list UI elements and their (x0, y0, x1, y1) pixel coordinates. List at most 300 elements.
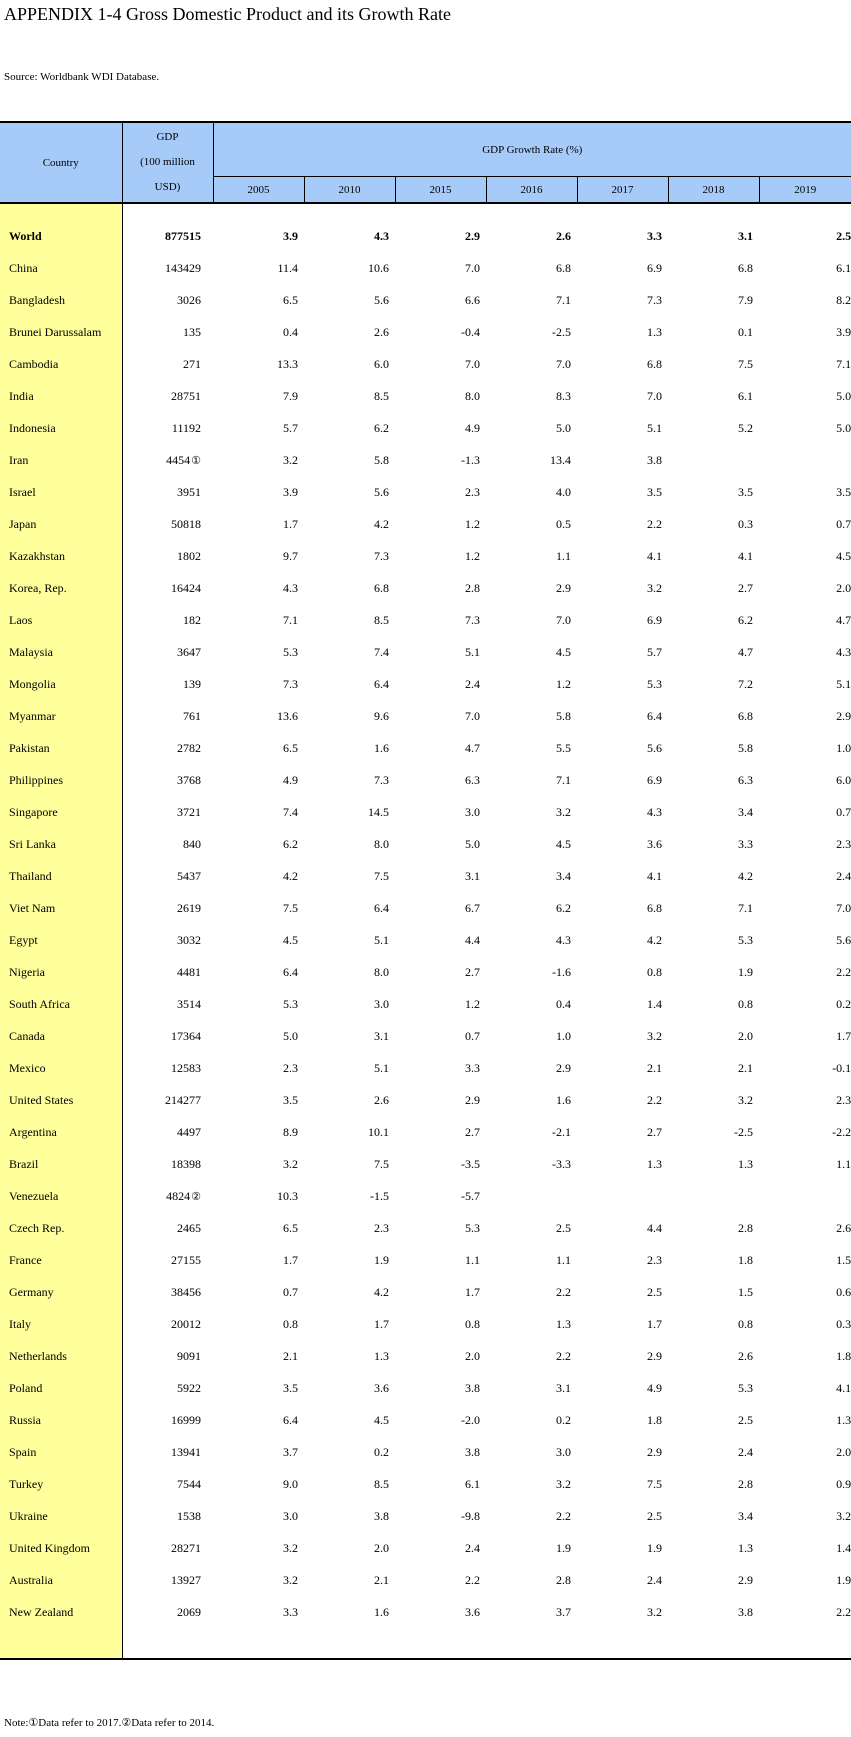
growth-rate-cell-2018: 2.4 (738, 1444, 753, 1459)
growth-rate-cell-2010: 6.4 (374, 676, 389, 691)
gdp-cell (122, 636, 213, 668)
growth-rate-cell-2016: 5.8 (556, 708, 571, 723)
growth-rate-cell-2018: 1.3 (738, 1540, 753, 1555)
growth-rate-cell-2016: 7.1 (556, 292, 571, 307)
growth-rate-cell-2019: 2.2 (836, 1604, 851, 1619)
growth-rate-cell-2010: 2.0 (374, 1540, 389, 1555)
growth-rate-cell-2015: 3.8 (465, 1380, 480, 1395)
growth-rate-cell-2016: 3.4 (556, 868, 571, 883)
growth-rate-cell-2017: 6.9 (647, 612, 662, 627)
growth-rate-cell-2018: 6.8 (738, 708, 753, 723)
growth-rate-cell-2015: 2.7 (465, 1124, 480, 1139)
growth-rate-cell-2018: 6.8 (738, 260, 753, 275)
growth-rate-cell-2010: 5.1 (374, 932, 389, 947)
gdp-cell (122, 1340, 213, 1372)
table-row (0, 796, 851, 828)
growth-rate-cell-2019: 5.0 (836, 388, 851, 403)
growth-rate-cell-2017: 2.2 (647, 1092, 662, 1107)
year-header-2010: 2010 (304, 177, 395, 204)
growth-rate-cell-2017: 3.8 (647, 452, 662, 467)
growth-rate-cell-2017: 4.2 (647, 932, 662, 947)
growth-rate-cell-2016: 0.5 (556, 516, 571, 531)
country-cell: Cambodia (0, 348, 122, 380)
growth-rate-cell-2018: -2.5 (734, 1124, 753, 1139)
country-cell: Bangladesh (0, 284, 122, 316)
growth-rate-cell-2016: -2.1 (552, 1124, 571, 1139)
growth-rate-cell-2010: 3.0 (374, 996, 389, 1011)
gdp-cell (122, 604, 213, 636)
growth-rate-cell-2015: 2.3 (465, 484, 480, 499)
growth-rate-cell-2016: 1.1 (556, 548, 571, 563)
growth-rate-cell-2018: 1.5 (738, 1284, 753, 1299)
growth-rate-cell-2005: 0.8 (283, 1316, 298, 1331)
table-row (0, 1468, 851, 1500)
gdp-cell (122, 1020, 213, 1052)
growth-rate-cell-2016: 4.5 (556, 644, 571, 659)
gdp-value: 3721 (177, 804, 201, 819)
country-cell: Philippines (0, 764, 122, 796)
growth-rate-header: GDP Growth Rate (%) (213, 122, 851, 177)
table-body (0, 203, 851, 1659)
growth-rate-cell-2015: 6.3 (465, 772, 480, 787)
growth-rate-cell-2005: 3.5 (283, 1380, 298, 1395)
growth-rate-cell-2018 (668, 1180, 759, 1212)
table-row (0, 1212, 851, 1244)
growth-rate-cell-2015: 1.7 (465, 1284, 480, 1299)
growth-rate-cell-2015: 3.1 (465, 868, 480, 883)
growth-rate-cell-2019: 2.0 (836, 1444, 851, 1459)
growth-rate-cell-2019: 2.3 (836, 836, 851, 851)
growth-rate-cell-2016: 1.1 (556, 1252, 571, 1267)
growth-rate-cell-2005: 3.2 (283, 452, 298, 467)
growth-rate-cell-2010: 1.6 (374, 740, 389, 755)
growth-rate-cell-2015: 1.2 (465, 548, 480, 563)
country-cell: Egypt (0, 924, 122, 956)
growth-rate-cell-2019: 1.4 (836, 1540, 851, 1555)
gdp-cell (122, 1180, 213, 1212)
growth-rate-cell-2016: 2.8 (556, 1572, 571, 1587)
growth-rate-cell-2005: 3.0 (283, 1508, 298, 1523)
growth-rate-cell-2010: 6.8 (374, 580, 389, 595)
growth-rate-cell-2016: 0.2 (556, 1412, 571, 1427)
growth-rate-cell-2015: 5.3 (465, 1220, 480, 1235)
growth-rate-cell-2019: 2.3 (836, 1092, 851, 1107)
year-header-2015: 2015 (395, 177, 486, 204)
gdp-value: 20012 (171, 1316, 201, 1331)
growth-rate-cell-2019: 5.0 (836, 420, 851, 435)
growth-rate-cell-2017: 3.2 (647, 1604, 662, 1619)
country-cell: Indonesia (0, 412, 122, 444)
growth-rate-cell-2005: 7.1 (283, 612, 298, 627)
growth-rate-cell-2018: 0.1 (738, 324, 753, 339)
gdp-cell (122, 1436, 213, 1468)
growth-rate-cell-2017: 0.8 (647, 964, 662, 979)
growth-rate-cell-2019 (759, 444, 851, 476)
table-row (0, 1116, 851, 1148)
gdp-cell (122, 732, 213, 764)
growth-rate-cell-2019: 1.1 (836, 1156, 851, 1171)
table-row (0, 1500, 851, 1532)
table-row (0, 540, 851, 572)
growth-rate-cell-2018: 7.5 (738, 356, 753, 371)
country-cell: Iran (0, 444, 122, 476)
gdp-cell (122, 828, 213, 860)
gdp-value: 28751 (171, 388, 201, 403)
growth-rate-cell-2005: 3.9 (283, 228, 298, 243)
growth-rate-cell-2019: 5.1 (836, 676, 851, 691)
growth-rate-cell-2005: 11.4 (277, 260, 298, 275)
gdp-value: 7544 (177, 1476, 201, 1491)
growth-rate-cell-2019: 1.9 (836, 1572, 851, 1587)
gdp-cell (122, 1148, 213, 1180)
table-row (0, 1340, 851, 1372)
growth-rate-cell-2017: 7.0 (647, 388, 662, 403)
growth-rate-cell-2019: 0.3 (836, 1316, 851, 1331)
growth-rate-cell-2018: 1.9 (738, 964, 753, 979)
growth-rate-cell-2019: 4.7 (836, 612, 851, 627)
table-row (0, 892, 851, 924)
growth-rate-cell-2019: 7.0 (836, 900, 851, 915)
country-cell: Mongolia (0, 668, 122, 700)
gdp-value: 4481 (177, 964, 201, 979)
growth-rate-cell-2010: 3.1 (374, 1028, 389, 1043)
growth-rate-cell-2010: 10.1 (368, 1124, 389, 1139)
gdp-cell (122, 1532, 213, 1564)
growth-rate-cell-2015: -2.0 (461, 1412, 480, 1427)
table-row (0, 444, 851, 476)
growth-rate-cell-2010: 7.3 (374, 548, 389, 563)
growth-rate-cell-2019: 2.0 (836, 580, 851, 595)
gdp-value: 12583 (171, 1060, 201, 1075)
growth-rate-cell-2005: 3.5 (283, 1092, 298, 1107)
growth-rate-cell-2005: 13.3 (277, 356, 298, 371)
country-cell: Italy (0, 1308, 122, 1340)
gdp-cell (122, 988, 213, 1020)
growth-rate-cell-2019: 1.5 (836, 1252, 851, 1267)
growth-rate-cell-2017: 6.8 (647, 356, 662, 371)
table-row (0, 988, 851, 1020)
growth-rate-cell-2015: 6.1 (465, 1476, 480, 1491)
growth-rate-cell-2005: 10.3 (277, 1188, 298, 1203)
growth-rate-cell-2019: 6.1 (836, 260, 851, 275)
growth-rate-cell-2019: 3.9 (836, 324, 851, 339)
table-row (0, 1564, 851, 1596)
gdp-cell (122, 700, 213, 732)
growth-rate-cell-2018: 3.8 (738, 1604, 753, 1619)
table-row (0, 1052, 851, 1084)
growth-rate-cell-2010: 6.2 (374, 420, 389, 435)
growth-rate-cell-2005: 6.5 (283, 1220, 298, 1235)
gdp-cell (122, 892, 213, 924)
growth-rate-cell-2016: -3.3 (552, 1156, 571, 1171)
growth-rate-cell-2015: 4.9 (465, 420, 480, 435)
growth-rate-cell-2016: 3.1 (556, 1380, 571, 1395)
gdp-cell (122, 412, 213, 444)
growth-rate-cell-2010: 0.2 (374, 1444, 389, 1459)
growth-rate-cell-2015: 4.4 (465, 932, 480, 947)
gdp-cell (122, 476, 213, 508)
growth-rate-cell-2016: 1.2 (556, 676, 571, 691)
growth-rate-cell-2016: 6.2 (556, 900, 571, 915)
growth-rate-cell-2017: 2.9 (647, 1348, 662, 1363)
footnote: Note:①Data refer to 2017.②Data refer to 2014. (4, 1717, 215, 1729)
gdp-cell (122, 540, 213, 572)
table-row (0, 700, 851, 732)
growth-rate-cell-2018: 1.3 (738, 1156, 753, 1171)
gdp-header-line-3: USD) (154, 181, 181, 193)
table-row (0, 1372, 851, 1404)
growth-rate-cell-2017: 7.5 (647, 1476, 662, 1491)
country-cell: New Zealand (0, 1596, 122, 1628)
growth-rate-cell-2015: 5.1 (465, 644, 480, 659)
gdp-cell (122, 1276, 213, 1308)
country-cell: Brunei Darussalam (0, 316, 122, 348)
growth-rate-cell-2018: 2.8 (738, 1220, 753, 1235)
growth-rate-cell-2010: 6.0 (374, 356, 389, 371)
growth-rate-cell-2005: 3.2 (283, 1156, 298, 1171)
gdp-cell (122, 668, 213, 700)
gdp-value: 3647 (177, 644, 201, 659)
growth-rate-cell-2016: -1.6 (552, 964, 571, 979)
growth-rate-cell-2017: 2.5 (647, 1284, 662, 1299)
table-row (0, 668, 851, 700)
growth-rate-cell-2010: 8.0 (374, 964, 389, 979)
growth-rate-cell-2015: 2.7 (465, 964, 480, 979)
growth-rate-cell-2005: 6.4 (283, 1412, 298, 1427)
gdp-value: 13927 (171, 1572, 201, 1587)
growth-rate-cell-2018: 0.8 (738, 996, 753, 1011)
growth-rate-cell-2015: 7.0 (465, 708, 480, 723)
gdp-cell (122, 1212, 213, 1244)
growth-rate-cell-2018: 4.1 (738, 548, 753, 563)
growth-rate-cell-2015: 0.7 (465, 1028, 480, 1043)
growth-rate-cell-2010: 1.9 (374, 1252, 389, 1267)
growth-rate-cell-2016: 0.4 (556, 996, 571, 1011)
growth-rate-cell-2017: 3.2 (647, 1028, 662, 1043)
gdp-cell (122, 316, 213, 348)
gdp-value: 143429 (165, 260, 201, 275)
growth-rate-cell-2005: 4.5 (283, 932, 298, 947)
gdp-cell (122, 284, 213, 316)
country-cell: United Kingdom (0, 1532, 122, 1564)
table-row (0, 860, 851, 892)
year-header-2018: 2018 (668, 177, 759, 204)
growth-rate-cell-2010: 4.2 (374, 1284, 389, 1299)
growth-rate-cell-2019: 0.6 (836, 1284, 851, 1299)
gdp-value: 17364 (171, 1028, 201, 1043)
growth-rate-cell-2015: -5.7 (461, 1188, 480, 1203)
growth-rate-cell-2016: 5.5 (556, 740, 571, 755)
growth-rate-cell-2016: 3.7 (556, 1604, 571, 1619)
growth-rate-cell-2015: 6.7 (465, 900, 480, 915)
growth-rate-cell-2019: 3.2 (836, 1508, 851, 1523)
gdp-value: 16999 (171, 1412, 201, 1427)
growth-rate-cell-2016: 2.9 (556, 1060, 571, 1075)
growth-rate-cell-2019: 4.5 (836, 548, 851, 563)
growth-rate-cell-2010: 5.8 (374, 452, 389, 467)
gdp-table (0, 121, 851, 1660)
growth-rate-cell-2017: 2.9 (647, 1444, 662, 1459)
growth-rate-cell-2016: 2.6 (556, 228, 571, 243)
growth-rate-cell-2016: 5.0 (556, 420, 571, 435)
growth-rate-cell-2005: 4.2 (283, 868, 298, 883)
gdp-cell (122, 1404, 213, 1436)
growth-rate-cell-2018: 3.4 (738, 1508, 753, 1523)
growth-rate-cell-2017: 3.5 (647, 484, 662, 499)
gdp-cell (122, 1084, 213, 1116)
gdp-value: 5922 (177, 1380, 201, 1395)
gdp-table-container (0, 121, 851, 1660)
country-cell: Pakistan (0, 732, 122, 764)
growth-rate-cell-2016: 8.3 (556, 388, 571, 403)
growth-rate-cell-2010: 9.6 (374, 708, 389, 723)
growth-rate-cell-2018: 5.2 (738, 420, 753, 435)
country-cell: Japan (0, 508, 122, 540)
growth-rate-cell-2018: 6.3 (738, 772, 753, 787)
growth-rate-cell-2019: 1.3 (836, 1412, 851, 1427)
country-cell: France (0, 1244, 122, 1276)
growth-rate-cell-2017: 1.7 (647, 1316, 662, 1331)
growth-rate-cell-2019: 0.9 (836, 1476, 851, 1491)
table-row (0, 1436, 851, 1468)
country-cell: Brazil (0, 1148, 122, 1180)
year-header-2016: 2016 (486, 177, 577, 204)
table-row (0, 220, 851, 252)
country-cell: Myanmar (0, 700, 122, 732)
growth-rate-cell-2010: 4.5 (374, 1412, 389, 1427)
year-header-2017: 2017 (577, 177, 668, 204)
growth-rate-cell-2005: 7.9 (283, 388, 298, 403)
gdp-cell (122, 1596, 213, 1628)
table-row (0, 252, 851, 284)
growth-rate-cell-2018: 3.4 (738, 804, 753, 819)
growth-rate-cell-2018: 7.9 (738, 292, 753, 307)
gdp-cell (122, 252, 213, 284)
growth-rate-cell-2015: 7.3 (465, 612, 480, 627)
growth-rate-cell-2019: 7.1 (836, 356, 851, 371)
growth-rate-cell-2010: 3.8 (374, 1508, 389, 1523)
growth-rate-cell-2018: 3.5 (738, 484, 753, 499)
growth-rate-cell-2010: 7.5 (374, 1156, 389, 1171)
growth-rate-cell-2005: 5.3 (283, 644, 298, 659)
growth-rate-cell-2019: 3.5 (836, 484, 851, 499)
growth-rate-cell-2019: 2.5 (836, 228, 851, 243)
growth-rate-cell-2015: 5.0 (465, 836, 480, 851)
gdp-cell (122, 348, 213, 380)
growth-rate-cell-2010: 8.5 (374, 388, 389, 403)
growth-rate-cell-2016 (486, 1180, 577, 1212)
growth-rate-cell-2010: 8.0 (374, 836, 389, 851)
growth-rate-cell-2015: 0.8 (465, 1316, 480, 1331)
growth-rate-cell-2005: 9.0 (283, 1476, 298, 1491)
growth-rate-cell-2005: 3.2 (283, 1540, 298, 1555)
growth-rate-cell-2015: 2.4 (465, 1540, 480, 1555)
filler-country-cell (0, 1628, 122, 1659)
country-cell: China (0, 252, 122, 284)
gdp-cell (122, 220, 213, 252)
growth-rate-cell-2005: 4.9 (283, 772, 298, 787)
growth-rate-cell-2005: 8.9 (283, 1124, 298, 1139)
growth-rate-cell-2016: 4.0 (556, 484, 571, 499)
gdp-value: 761 (183, 708, 201, 723)
growth-rate-cell-2017: 2.2 (647, 516, 662, 531)
growth-rate-cell-2005: 0.7 (283, 1284, 298, 1299)
gdp-value: 50818 (171, 516, 201, 531)
growth-rate-cell-2010: 4.3 (374, 228, 389, 243)
page-title: APPENDIX 1-4 Gross Domestic Product and its Growth Rate (4, 4, 451, 24)
growth-rate-cell-2015: -9.8 (461, 1508, 480, 1523)
country-cell: Laos (0, 604, 122, 636)
footnote-mark: ② (191, 1190, 201, 1203)
gdp-value: 3026 (177, 292, 201, 307)
growth-rate-cell-2015: 3.6 (465, 1604, 480, 1619)
growth-rate-cell-2016: 2.2 (556, 1348, 571, 1363)
growth-rate-cell-2016: 3.2 (556, 804, 571, 819)
gdp-value: 135 (183, 324, 201, 339)
growth-rate-cell-2018: 2.9 (738, 1572, 753, 1587)
growth-rate-cell-2005: 3.7 (283, 1444, 298, 1459)
growth-rate-cell-2015: 3.3 (465, 1060, 480, 1075)
spacer-country-cell (0, 203, 122, 220)
country-cell: United States (0, 1084, 122, 1116)
growth-rate-cell-2010: 6.4 (374, 900, 389, 915)
growth-rate-cell-2019: 4.3 (836, 644, 851, 659)
growth-rate-cell-2017: 2.7 (647, 1124, 662, 1139)
gdp-value: 13941 (171, 1444, 201, 1459)
growth-rate-cell-2005: 3.9 (283, 484, 298, 499)
growth-rate-cell-2019: -2.2 (832, 1124, 851, 1139)
growth-rate-cell-2015: -3.5 (461, 1156, 480, 1171)
gdp-value: 877515 (165, 228, 201, 243)
growth-rate-cell-2017: 2.3 (647, 1252, 662, 1267)
gdp-value: 3951 (177, 484, 201, 499)
growth-rate-cell-2010: 5.6 (374, 292, 389, 307)
growth-rate-cell-2018: 7.1 (738, 900, 753, 915)
gdp-value: 38456 (171, 1284, 201, 1299)
growth-rate-cell-2015: 2.9 (465, 1092, 480, 1107)
country-cell: Malaysia (0, 636, 122, 668)
country-cell: Netherlands (0, 1340, 122, 1372)
gdp-value: 18398 (171, 1156, 201, 1171)
gdp-cell (122, 956, 213, 988)
growth-rate-cell-2016: 1.3 (556, 1316, 571, 1331)
table-row (0, 1020, 851, 1052)
growth-rate-cell-2017: 4.1 (647, 548, 662, 563)
table-row (0, 1596, 851, 1628)
country-cell: Sri Lanka (0, 828, 122, 860)
table-row (0, 1404, 851, 1436)
growth-rate-cell-2005: 3.3 (283, 1604, 298, 1619)
country-cell: Russia (0, 1404, 122, 1436)
growth-rate-cell-2015: 4.7 (465, 740, 480, 755)
growth-rate-cell-2019: 8.2 (836, 292, 851, 307)
growth-rate-cell-2019: 2.6 (836, 1220, 851, 1235)
growth-rate-cell-2010: 2.6 (374, 324, 389, 339)
growth-rate-cell-2010: 5.6 (374, 484, 389, 499)
country-cell: Czech Rep. (0, 1212, 122, 1244)
growth-rate-cell-2017: 3.2 (647, 580, 662, 595)
country-cell: Israel (0, 476, 122, 508)
growth-rate-cell-2017: 6.9 (647, 260, 662, 275)
country-cell: Germany (0, 1276, 122, 1308)
gdp-cell (122, 1500, 213, 1532)
growth-rate-cell-2005: 7.5 (283, 900, 298, 915)
growth-rate-cell-2010: 2.1 (374, 1572, 389, 1587)
growth-rate-cell-2015: 8.0 (465, 388, 480, 403)
growth-rate-cell-2019: 1.8 (836, 1348, 851, 1363)
growth-rate-cell-2015: 1.2 (465, 996, 480, 1011)
growth-rate-cell-2016: 1.0 (556, 1028, 571, 1043)
